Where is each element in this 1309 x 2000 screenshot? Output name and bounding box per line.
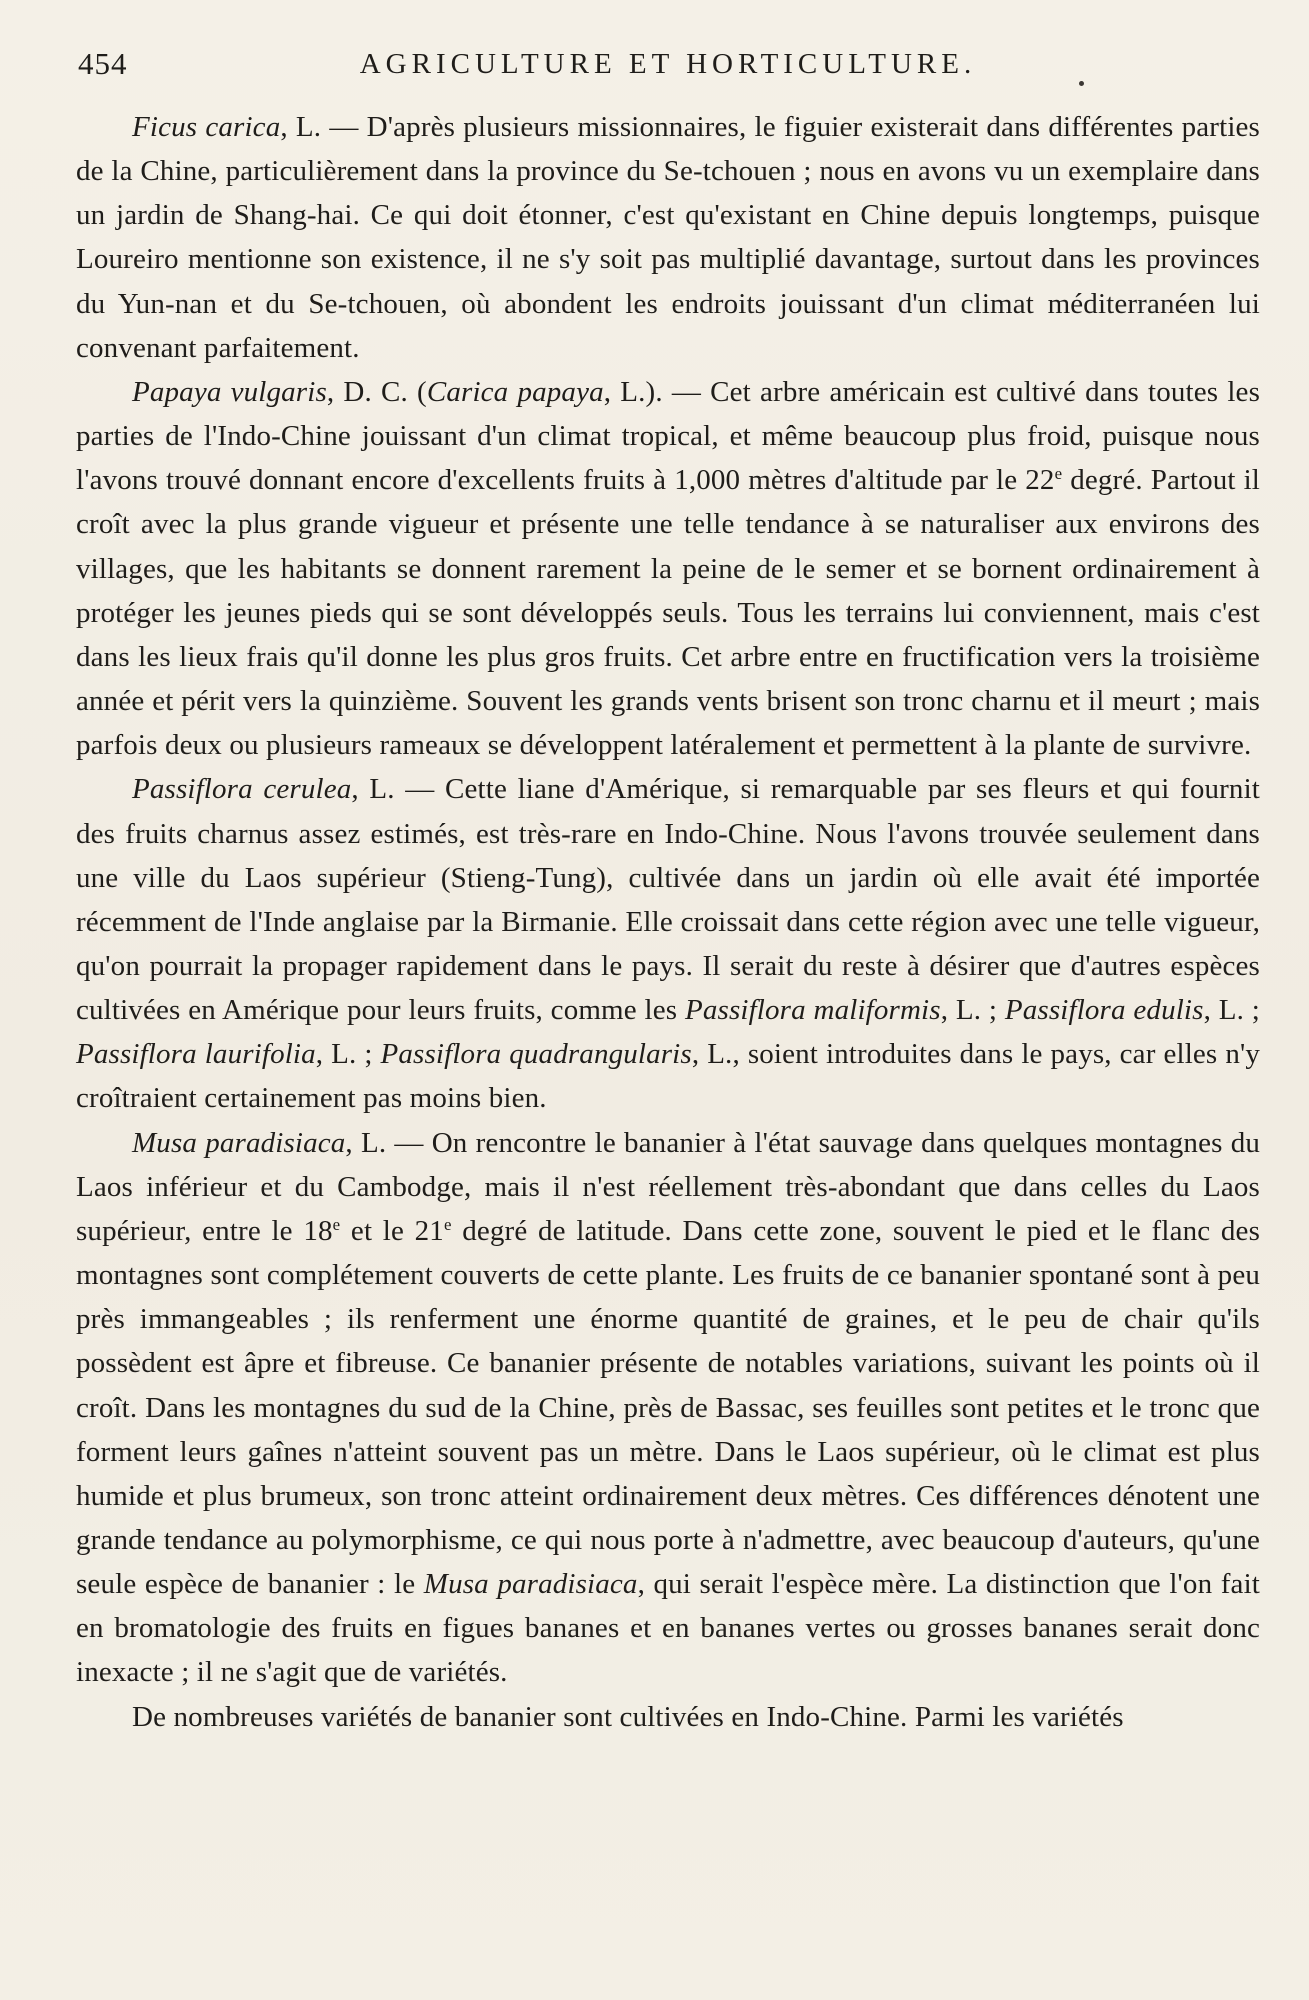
species-name: Passiflora quadrangularis (380, 1038, 692, 1071)
species-name: Passiflora maliformis (685, 994, 941, 1027)
text-run: , L.). — Cet arbre américain est cultivé dans toutes les parties de l'Indo-Chine jouissant d'un climat tropical, et même beaucoup plus froid, puisque nous l'avons trouvé donnant encore d'excellents fruits à 1,000 mètres d'altitude par le 22 (76, 375, 1260, 497)
species-name: Carica papaya (426, 375, 604, 408)
text-run: De nombreuses variétés de bananier sont cultivées en Indo-Chine. Parmi les variétés (132, 1700, 1124, 1733)
ordinal-superscript: e (1054, 464, 1063, 484)
text-run: , D. C. ( (326, 375, 427, 408)
paragraph-ficus-carica (76, 105, 1260, 370)
species-name: Musa paradisiaca (132, 1126, 346, 1159)
paragraph-varietes (76, 1695, 1260, 1739)
text-run: degré. Partout il croît avec la plus grande vigueur et présente une telle tendance à se naturaliser aux environs des villages, que les habitants se donnent rarement la peine de le semer et se bornent ordinairement à protéger les jeunes pieds qui se sont développés seuls. Tous les terrains lui conviennent, mais c'est dans les lieux frais qu'il donne les plus gros fruits. Cet arbre entre en fructification vers la troisième année et périt vers la quinzième. Souvent les grands vents brisent son tronc charnu et il meurt ; mais parfois deux ou plusieurs rameaux se développent latéralement et permettent à la plante de survivre. (76, 464, 1260, 762)
text-run: , L. — D'après plusieurs missionnaires, le figuier existerait dans différentes parties de la Chine, particulièrement dans la province du Se-tchouen ; nous en avons vu un exemplaire dans un jardin de Shang-hai. Ce qui doit étonner, c'est qu'existant en Chine depuis longtemps, puisque Loureiro mentionne son existence, il ne s'y soit pas multiplié davantage, surtout dans les provinces du Yun-nan et du Se-tchouen, où abondent les endroits jouissant d'un climat méditerranéen lui convenant parfaitement. (76, 111, 1260, 364)
text-run: et le 21 (340, 1214, 444, 1247)
paragraph-papaya-vulgaris (76, 370, 1260, 767)
ordinal-superscript: e (443, 1214, 452, 1234)
page-number: 454 (78, 46, 128, 81)
text-run: , L. ; (1203, 994, 1260, 1027)
text-run: , L. — Cette liane d'Amérique, si remarquable par ses fleurs et qui fournit des fruits charnus assez estimés, est très-rare en Indo-Chine. Nous l'avons trouvée seulement dans une ville du Laos supérieur (Stieng-Tung), cultivée dans un jardin où elle avait été importée récemment de l'Inde anglaise par la Birmanie. Elle croissait dans cette région avec une telle vigueur, qu'on pourrait la propager rapidement dans le pays. Il serait du reste à désirer que d'autres espèces cultivées en Amérique pour leurs fruits, comme les (76, 773, 1260, 1027)
text-run: degré de latitude. Dans cette zone, souvent le pied et le flanc des montagnes sont complétement couverts de cette plante. Les fruits de ce bananier spontané sont à peu près immangeables ; ils renferment une énorme quantité de graines, et le peu de chair qu'ils possèdent est âpre et fibreuse. Ce bananier présente de notables variations, suivant les points où il croît. Dans les montagnes du sud de la Chine, près de Bassac, ses feuilles sont petites et le tronc que forment leurs gaînes n'atteint souvent pas un mètre. Dans le Laos supérieur, où le climat est plus humide et plus brumeux, son tronc atteint ordinairement deux mètres. Ces différences dénotent une grande tendance au polymorphisme, ce qui nous porte à n'admettre, avec beaucoup d'auteurs, qu'une seule espèce de bananier : le (76, 1214, 1261, 1601)
species-name: Ficus carica (132, 111, 281, 143)
paragraph-passiflora-cerulea (76, 767, 1260, 1120)
text-run: , L. ; (315, 1038, 381, 1071)
ordinal-superscript: e (332, 1214, 341, 1234)
running-title: AGRICULTURE ET HORTICULTURE. (359, 48, 977, 80)
species-name: Passiflora edulis (1004, 994, 1204, 1027)
text-run: , L., soient introduites dans le pays, car elles n'y croîtraient certainement pas moins bien. (76, 1038, 1260, 1115)
paragraph-musa-paradisiaca (76, 1121, 1260, 1695)
species-name: Passiflora cerulea (132, 773, 352, 806)
text-run: , L. — On rencontre le bananier à l'état sauvage dans quelques montagnes du Laos inférieur et du Cambodge, mais il n'est réellement très-abondant que dans celles du Laos supérieur, entre le 18 (76, 1126, 1261, 1247)
ink-speck (1079, 81, 1084, 86)
page-header (78, 46, 1258, 96)
species-name: Musa paradisiaca (423, 1568, 638, 1601)
species-name: Papaya vulgaris (132, 375, 327, 408)
species-name: Passiflora laurifolia (76, 1038, 316, 1071)
body-text (76, 105, 1260, 1739)
text-run: , qui serait l'espèce mère. La distinction que l'on fait en bromatologie des fruits en figues bananes et en bananes vertes ou grosses bananes serait donc inexacte ; il ne s'agit que de variétés. (76, 1568, 1260, 1689)
text-run: , L. ; (940, 994, 1005, 1027)
